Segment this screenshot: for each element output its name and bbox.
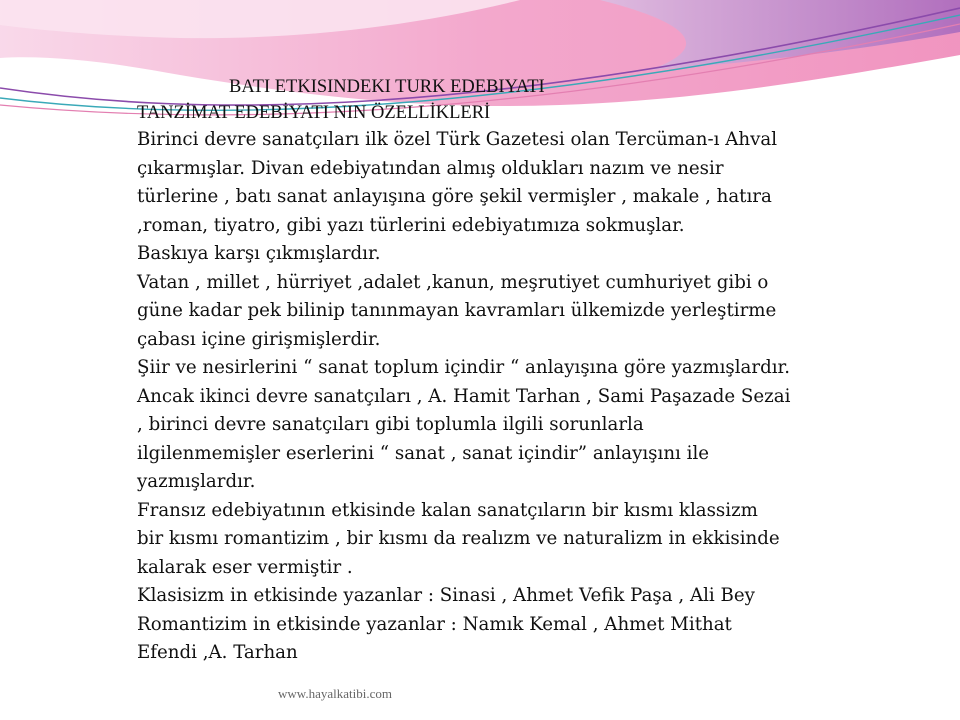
body-line: Fransız edebiyatının etkisinde kalan sanatçıların bir kısmı klassizm bbox=[137, 499, 758, 521]
body-line: türlerine , batı sanat anlayışına göre şekil vermişler , makale , hatıra bbox=[137, 186, 772, 207]
body-line: çabası içine girişmişlerdir. bbox=[137, 328, 381, 350]
body-line: ilgilenmemişler eserlerini “ sanat , sanat içindir” anlayışını ile bbox=[137, 442, 710, 464]
body-line: çıkarmışlar. Divan edebiyatından almış oldukları nazım ve nesir bbox=[137, 157, 724, 179]
body-line: Şiir ve nesirlerini “ sanat toplum içindir “ anlayışına göre yazmışlardır. bbox=[137, 357, 791, 378]
slide-content bbox=[137, 74, 937, 668]
slide-title: BATI ETKISINDEKI TURK EDEBIYATI bbox=[229, 77, 545, 97]
body-line: Birinci devre sanatçıları ilk özel Türk Gazetesi olan Tercüman-ı Ahval bbox=[137, 129, 778, 150]
slide-subtitle: TANZİMAT EDEBİYATI NIN ÖZELLİKLERİ bbox=[137, 103, 491, 123]
body-line: yazmışlardır. bbox=[137, 471, 256, 492]
body-line: Romantizim in etkisinde yazanlar : Namık Kemal , Ahmet Mithat bbox=[137, 613, 732, 635]
footer-website: www.hayalkatibi.com bbox=[278, 686, 392, 701]
body-line: Efendi ,A. Tarhan bbox=[137, 642, 298, 663]
body-line: kalarak eser vermiştir . bbox=[137, 556, 353, 578]
body-line: bir kısmı romantizim , bir kısmı da realızm ve naturalizm in ekkisinde bbox=[137, 528, 780, 549]
body-line: Baskıya karşı çıkmışlardır. bbox=[137, 243, 381, 264]
body-line: Ancak ikinci devre sanatçıları , A. Hamit Tarhan , Sami Paşazade Sezai bbox=[137, 385, 791, 407]
body-line: güne kadar pek bilinip tanınmayan kavramları ülkemizde yerleştirme bbox=[137, 300, 777, 321]
body-line: Vatan , millet , hürriyet ,adalet ,kanun, meşrutiyet cumhuriyet gibi o bbox=[137, 271, 769, 293]
body-line: , birinci devre sanatçıları gibi toplumla ilgili sorunlarla bbox=[137, 414, 644, 435]
body-line: ,roman, tiyatro, gibi yazı türlerini edebiyatımıza sokmuşlar. bbox=[137, 214, 685, 236]
body-line: Klasisizm in etkisinde yazanlar : Sinasi , Ahmet Vefik Paşa , Ali Bey bbox=[137, 585, 755, 606]
